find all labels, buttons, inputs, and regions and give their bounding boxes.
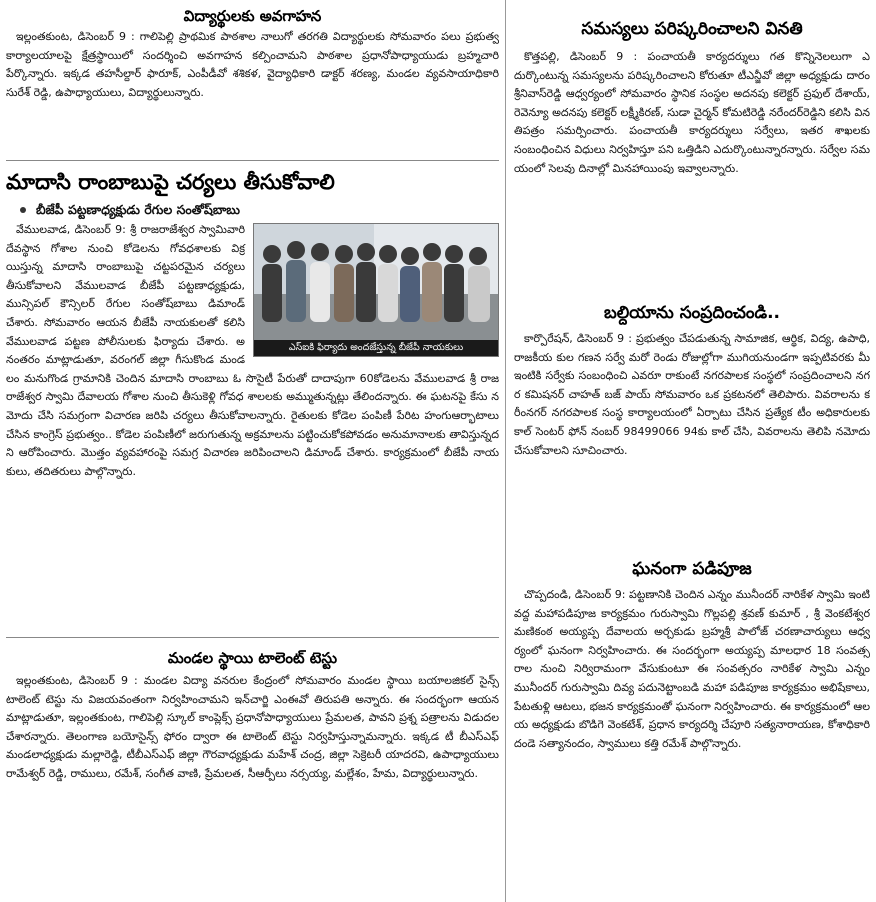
article-heading: మాదాసి రాంబాబుపై చర్యలు తీసుకోవాలి [6, 170, 335, 194]
article-subheading [6, 199, 499, 221]
group-photo-image [254, 224, 498, 340]
article-heading: బల్దియాను సంప్రదించండి.. [603, 303, 781, 323]
article-baldia [514, 298, 870, 554]
article-body: ఇల్లంతకుంట, డిసెంబర్ 9 : మండల విద్యా వనరుల కేంద్రంలో సోమవారం మండల స్థాయి బయాలజికల్ సైన్స్ టాలెంట్ టెస్టు ను విజయవంతంగా నిర్వహించామని ఇన్‌చార్జి ఎంఈవో తిరుపతి అన్నారు. ఈ సందర్భంగా ఆయన మాట్లాడుతూ, ఇల్లంతకుంట, గాలిపెల్లి స్కూల్ కాంప్లెక్స్ ప్రధానోపాధ్యాయులు ప్రేమలత, పావని ప్రశ్న పత్రాలను విడుదల చేశారన్నారు. తెలంగాణ బయోసైన్స్ ఫోరం ద్వారా ఈ టాలెంట్ టెస్టు నిర్వహిస్తున్నామన్నారు. ఇక్కడ టీ బీఎస్‌ఎఫ్ మండలాధ్యక్షుడు మల్లారెడ్డి, టీబీఎస్‌ఎఫ్ జిల్లా గౌరవాధ్యక్షుడు మహేశ్ చంద్ర, జిల్లా సెక్రెటరీ యాదరవి, ఉపాధ్యాయులు రామేశ్వర్ రెడ్డి, రాములు, రమేశ్, సంగీత వాణి, ప్రేమలత, సీఆర్పీలు నర్సయ్య, మల్లేశం, హేమ, విద్యార్థులున్నారు. [6, 674, 499, 780]
article-awareness [6, 0, 499, 160]
article-heading: ఘనంగా పడిపూజ [632, 559, 752, 579]
article-heading: విద్యార్థులకు అవగాహన [183, 7, 322, 25]
article-talent-test [6, 638, 499, 900]
article-padipooja [514, 554, 870, 898]
article-heading: మండల స్థాయి టాలెంట్ టెస్టు [167, 649, 338, 667]
subheading-text: బీజేపీ పట్టణాధ్యక్షుడు రేగుల సంతోష్‌బాబు [36, 202, 240, 217]
bullet-icon [20, 207, 26, 213]
article-body: ఇల్లంతకుంట, డిసెంబర్ 9 : గాలిపెల్లి ప్రాథమిక పాఠశాల నాలుగో తరగతి విద్యార్థులకు సోమవారం పలు ప్రభుత్వ కార్యాలయాలపై క్షేత్రస్థాయిలో సందర్శించి అవగాహన కల్పించామని పాఠశాల ప్రధానోపాధ్యాయుడు బ్రహ్మచారి పేర్కొన్నారు. ఇక్కడ తహసీల్దార్ ఫారూక్, ఎంపీడీవో శశికళ, వైద్యాధికారి డాక్టర్ శరణ్య, మండల వ్యవసాయాధికారి సురేశ్ రెడ్డి, ఉపాధ్యాయులు, విద్యార్థులున్నారు. [6, 30, 499, 99]
article-rambabu [6, 161, 499, 637]
news-photo [253, 223, 499, 357]
article-body: వేములవాడ, డిసెంబర్ 9: శ్రీ రాజరాజేశ్వర స్వామివారి దేవస్థాన గోశాల నుంచి కోడెలను గోవధశాలకు విక్రయిస్తున్న మాదాసి రాంబాబుపై చట్టపరమైన చర్యలు తీసుకోవాలని వేములవాడ బీజేపీ పట్టణాధ్యక్షుడు, మున్సిపల్ కౌన్సిలర్ రేగుల సంతోష్‌బాబు డిమాండ్ చేశారు. సోమవారం ఆయన బీజేపీ నాయకులతో కలిసి వేములవాడ పట్టణ పోలీసులకు ఫిర్యాదు చేశారు. అనంతరం మాట్లాడుతూ, వరంగల్ జిల్లా గీసుకొండ మండలం మనుగొండ గ్రామానికి చెందిన మాదాసి రాంబాబు ఓ సొసైటీ పేరుతో దాదాపుగా 60కోడెలను వేములవాడ శ్రీ రాజరాజేశ్వర స్వామి దేవాలయ గోశాల నుంచి తీసుకెళ్లి గోవధ శాలలకు అమ్ముతున్నట్లు తేలిందన్నారు. ఈ ఘటనపై కేసు నమోదు చేసి సమగ్రంగా విచారణ జరిపి చర్యలు తీసుకోవాలన్నారు. రైతులకు కోడెల పంపిణీ పేరిట హంగుఆర్భాటాలు చేసిన కాంగ్రెస్ ప్రభుత్వం.. కోడెల పంపిణీలో జరుగుతున్న అక్రమాలను పట్టించుకోకపోవడం అనుమానాలకు తావిస్తున్నదని ఆరోపించారు. మొత్తం వ్యవహారంపై సమగ్ర విచారణ జరిపించాలని డిమాండ్ చేశారు. కార్యక్రమంలో బీజేపీ నాయకులు, తదితరులు పాల్గొన్నారు. [6, 223, 499, 478]
article-body: కొత్తపల్లి, డిసెంబర్ 9 : పంచాయతీ కార్యదర్శులు గత కొన్నినెలలుగా ఎదుర్కొంటున్న సమస్యలను పరిష్కరించాలని కోరుతూ టీఎన్జీవో జిల్లా అధ్యక్షుడు దారం శ్రీనివాస్‌రెడ్డి ఆధ్వర్యంలో సోమవారం స్థానిక సంస్థల అదనపు కలెక్టర్ ప్రఫుల్ దేశాయ్, రెవెన్యూ అదనపు కలెక్టర్ లక్ష్మీకిరణ్, సుడా చైర్మన్ కోమటిరెడ్డి నరేందర్‌రెడ్డిని కలిసి వినతిపత్రం సమర్పించారు. పంచాయతీ కార్యదర్శులు సర్వేలు, ఇతర శాఖలకు సంబంధించిన విధులు నిర్వహిస్తూ పని ఒత్తిడిని ఎదుర్కొంటున్నారన్నారు. సర్వేల సమయంలో సెలవు దినాల్లో మినహాయింపు ఇవ్వాలన్నారు. [514, 50, 870, 175]
article-body: చొప్పదండి, డిసెంబర్ 9: పట్టణానికి చెందిన ఎన్నం మునీందర్ నారికేళ స్వామి ఇంటి వద్ద మహాపడిపూజ కార్యక్రమం గురుస్వామి గొల్లపల్లి శ్రవణ్ కుమార్ , శ్రీ వెంకటేశ్వర మణికంఠ అయ్యప్ప దేవాలయ అర్చకుడు బ్రహ్మశ్రీ పాలోజ్ చరణాచార్యులు ఆధ్వర్యంలో ఘనంగా నిర్వహించారు. ఈ సందర్భంగా అయ్యప్ప మాలధార 18 సంవత్సరాల నుంచి నిర్విరామంగా వేసుకుంటూ ఈ సంవత్సరం నారికేళ స్వామి ఎన్నం మునీందర్ గురుస్వామి దివ్య పదునెట్టాంబడి మహా పడిపూజ కార్యక్రమం అభిషేకాలు, పేటతుళ్లి ఆటలు, భజన కార్యక్రమంతో ఘనంగా నిర్వహించారు. ఈ కార్యక్రమంలో ఆలయ అధ్యక్షుడు బొడిగె వెంకటేశ్, ప్రధాన కార్యదర్శి చేపూరి సత్యనారాయణ, కోశాధికారి దండె సత్యానందం, స్వాములు కత్తి రమేశ్ పాల్గొన్నారు. [514, 588, 870, 750]
article-petition [514, 0, 870, 298]
right-column [506, 0, 876, 902]
photo-caption: ఎస్‌ఐకి ఫిర్యాదు అందజేస్తున్న బీజేపీ నాయకులు [254, 340, 498, 356]
article-heading: సమస్యలు పరిష్కరించాలని వినతి [581, 19, 803, 39]
article-body: కార్పొరేషన్, డిసెంబర్ 9 : ప్రభుత్వం చేపడుతున్న సామాజిక, ఆర్థిక, విద్య, ఉపాధి, రాజకీయ కుల గణన సర్వే మరో రెండు రోజుల్లోగా ముగియనుండగా ఇప్పటివరకు మీ ఇంటికి సర్వేకు సంబంధించి ఎవరూ రాకుంటే నగరపాలక సంస్థలో సంప్రదించాలని నగర కమిషనర్ చాహత్ బజ్ పాయ్ సోమవారం ఒక ప్రకటనలో తెలిపారు. వివరాలను కరీంనగర్ నగరపాలక సంస్థ కార్యాలయంలో ఏర్పాటు చేసిన ప్రత్యేక టీం అధికారులకు కాల్ సెంటర్ ఫోన్ నంబర్ 98499066 94కు కాల్ చేసి, వివరాలను తెలిపి నమోదు చేసుకోవాలని సూచించారు. [514, 332, 870, 457]
